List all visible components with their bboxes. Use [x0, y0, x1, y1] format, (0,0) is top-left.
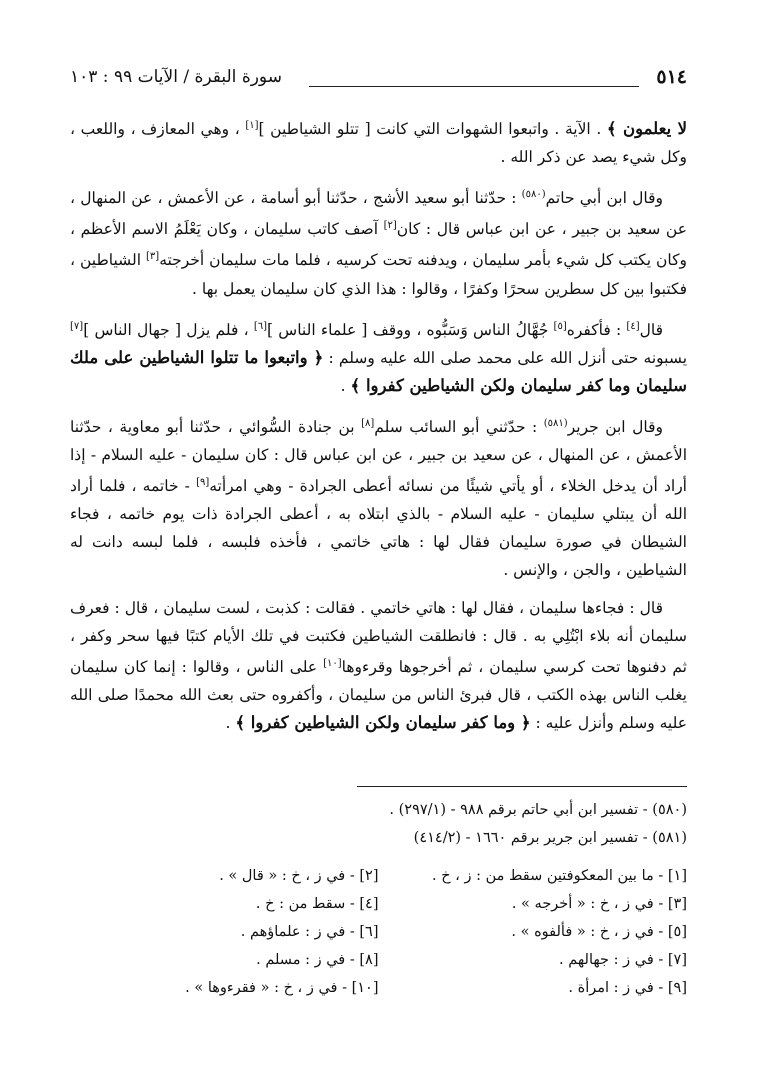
note-item: [٢] - في ز ، خ : « قال » .	[219, 868, 379, 884]
note-item: [٧] - في ز : جهالهم .	[558, 952, 687, 968]
footnote-marker: [٢]	[383, 220, 397, 232]
note-item: [٨] - في ز : مسلم .	[256, 952, 379, 968]
footnote-marker: (٥٨١)	[543, 417, 568, 429]
paragraph	[70, 181, 687, 302]
paragraph	[70, 410, 687, 584]
text-run: : حدّثني أبو السائب سلم	[374, 417, 544, 436]
text-run: وقال ابن أبي حاتم	[545, 189, 663, 208]
quran-verse: ﴿ وما كفر سليمان ولكن الشياطين كفروا ﴾	[235, 713, 531, 733]
text-run: وقال ابن جرير	[567, 417, 663, 436]
source-line: (٥٨٠) - تفسير ابن أبي حاتم برقم ٩٨٨ - (٢٩٧/١) .	[389, 802, 687, 818]
note-item: [١] - ما بين المعكوفتين سقط من : ز ، خ .	[432, 868, 687, 884]
note-item: [٤] - سقط من : خ .	[255, 896, 379, 912]
text-run: ، وهي المعازف ، واللعب ، وكل شيء يصد عن ذكر الله .	[70, 120, 687, 167]
footnote-marker: [١٠]	[323, 658, 342, 670]
footnote-marker: [٥]	[553, 320, 567, 332]
paragraph	[70, 313, 687, 400]
paragraph	[70, 112, 687, 171]
text-run: يسبونه حتى أنزل الله على محمد صلى الله عليه وسلم :	[323, 348, 688, 367]
text-run: .	[225, 714, 236, 733]
footnote-marker: [٨]	[361, 417, 375, 429]
note-item: [٩] - في ز : امرأة .	[568, 980, 687, 996]
footnote-marker: (٥٨٠)	[521, 189, 546, 201]
text-run: الشياطين ، فكتبوا بين كل سطرين سحرًا وكفرًا ، وقالوا : هذا الذي كان سليمان يعمل بها .	[70, 251, 687, 298]
paragraph	[70, 594, 687, 737]
note-item: [١٠] - في ز ، خ : « فقرءوها » .	[185, 980, 379, 996]
text-run: : حدّثنا أبو سعيد الأشج ، حدّثنا أبو أسامة ، عن الأعمش ، عن المنهال ، عن سعيد بن جبير ، عن ابن عباس قال : كان	[70, 189, 687, 239]
footnote-marker: [١]	[245, 120, 259, 131]
text-run: على الناس ، وقالوا : إنما كان سليمان يغلب الناس بهذه الكتب ، قال فبرئ الناس من سليمان ، وأكفروه حتى بعث الله محمدًا صلى الله عليه وسلم وأنزل عليه :	[70, 658, 687, 733]
running-header	[70, 62, 687, 92]
textual-notes	[70, 868, 687, 1008]
footnote-marker: [٣]	[146, 251, 160, 263]
text-run: بن جنادة السُّوائي ، حدّثنا أبو معاوية ، حدّثنا الأعمش ، عن المنهال ، عن سعيد بن جبير ، عن ابن عباس قال : كان سليمان - عليه السلام - إذا أراد أن يدخل الخلاء ، أو يأتي شيئًا من نسائه أعطى الجرادة - وهي امرأته	[70, 417, 687, 496]
surah-verse-title: سورة البقرة / الآيات ٩٩ : ١٠٣	[70, 67, 282, 87]
footnote-marker: [٦]	[253, 320, 268, 332]
footnote-marker: [٤]	[626, 320, 640, 332]
quran-verse: ﴿ واتبعوا ما تتلوا الشياطين على ملك سليمان وما كفر سليمان ولكن الشياطين كفروا ﴾	[70, 347, 687, 395]
text-run: ، فلم يزل [ جهال الناس ]	[83, 320, 254, 339]
note-item: [٥] - في ز ، خ : « فألفوه » .	[511, 924, 687, 940]
text-run: - خاتمه ، فلما أراد الله أن يبتلي سليمان - عليه السلام - بالذي ابتلاه به ، أعطى الجرادة ذات يوم خاتمه ، فجاء الشيطان في صورة سليمان فقال لها : هاتي خاتمي ، فأخذه فلبسه ، فلما لبسه دانت له الشياطين ، والجن ، والإنس .	[70, 477, 687, 580]
text-run: قال : فجاءها سليمان ، فقال لها : هاتي خاتمي . فقالت : كذبت ، لست سليمان ، قال : فعرف سليمان أنه بلاء ابْتُلِي به . قال : فانطلقت الشياطين فكتبت في تلك الأيام كتبًا فيها سحر وكفر ، ثم دفنوها تحت كرسي سليمان ، ثم أخرجوها وقرءوها	[70, 599, 687, 677]
text-run: جُهَّالُ الناس وَسَبُّوه ، ووقف [ علماء الناس ]	[267, 320, 554, 339]
note-item: [٦] - في ز : علماؤهم .	[240, 924, 379, 940]
text-run: : فأكفره	[566, 320, 627, 339]
note-item: [٣] - في ز ، خ : « أخرجه » .	[511, 896, 687, 912]
footnote-marker: [٩]	[196, 476, 210, 488]
quran-verse: لا يعلمون ﴾	[606, 119, 688, 139]
commentary-text	[70, 112, 687, 747]
page-number: ٥١٤	[656, 66, 687, 88]
text-run: . الآية . واتبعوا الشهوات التي كانت [ تتلو الشياطين ]	[258, 120, 607, 139]
text-run: آصف كاتب سليمان ، وكان يَعْلَمُ الاسم الأعظم ، وكان يكتب كل شيء بأمر سليمان ، ويدفنه تحت كرسيه ، فلما مات سليمان أخرجته	[70, 220, 687, 270]
text-run: قال	[639, 320, 663, 339]
footnote-marker: [٧]	[70, 320, 84, 332]
footnote-separator	[357, 786, 687, 787]
source-line: (٥٨١) - تفسير ابن جرير برقم ١٦٦٠ - (٤١٤/٢)	[413, 830, 687, 846]
header-rule	[309, 86, 639, 87]
text-run: .	[340, 376, 351, 395]
source-citations	[300, 796, 687, 852]
